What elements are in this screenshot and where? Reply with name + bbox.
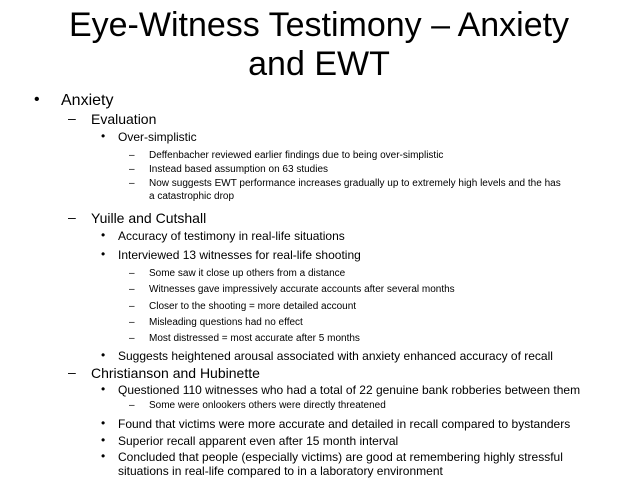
eval-point-3-continued: a catastrophic drop: [149, 191, 235, 202]
subheading-evaluation: Evaluation: [91, 111, 157, 127]
yuille-subpoint-3: Closer to the shooting = more detailed account: [149, 301, 357, 312]
bullet-dot-icon: •: [101, 433, 106, 447]
bullet-dash-icon: –: [68, 110, 76, 126]
bullet-dot-icon: •: [101, 228, 106, 242]
slide-title-line-2: and EWT: [248, 45, 390, 83]
bullet-dot-icon: •: [101, 449, 106, 463]
yuille-subpoint-4: Misleading questions had no effect: [149, 317, 303, 328]
bullet-dot-icon: •: [101, 247, 106, 261]
bullet-dash-icon: –: [129, 268, 135, 279]
christianson-subpoint: Some were onlookers others were directly threatened: [149, 400, 386, 411]
christianson-point-3: Concluded that people (especially victims) are good at remembering highly stressful: [118, 450, 563, 464]
eval-point-2: Instead based assumption on 63 studies: [149, 164, 329, 175]
bullet-dash-icon: –: [129, 400, 135, 411]
christianson-point-2: Superior recall apparent even after 15 month interval: [118, 434, 399, 448]
point-over-simplistic: Over-simplistic: [118, 130, 197, 144]
bullet-dash-icon: –: [129, 150, 135, 161]
heading-anxiety: Anxiety: [61, 92, 114, 109]
yuille-conclusion: Suggests heightened arousal associated with anxiety enhanced accuracy of recall: [118, 349, 553, 363]
bullet-dot-icon: •: [34, 91, 40, 108]
subheading-christianson-hubinette: Christianson and Hubinette: [91, 365, 260, 381]
bullet-dash-icon: –: [68, 209, 76, 225]
christianson-question: Questioned 110 witnesses who had a total of 22 genuine bank robberies between them: [118, 383, 581, 397]
bullet-dash-icon: –: [68, 364, 76, 380]
subheading-yuille-cutshall: Yuille and Cutshall: [91, 210, 207, 226]
yuille-subpoint-1: Some saw it close up others from a distance: [149, 268, 346, 279]
yuille-subpoint-5: Most distressed = most accurate after 5 months: [149, 333, 360, 344]
bullet-dash-icon: –: [129, 284, 135, 295]
bullet-dash-icon: –: [129, 333, 135, 344]
yuille-point-1: Accuracy of testimony in real-life situations: [118, 229, 345, 243]
christianson-point-3-continued: situations in real-life compared to in a laboratory environment: [118, 464, 443, 478]
eval-point-1: Deffenbacher reviewed earlier findings due to being over-simplistic: [149, 150, 444, 161]
bullet-dash-icon: –: [129, 164, 135, 175]
bullet-dot-icon: •: [101, 129, 106, 143]
bullet-dash-icon: –: [129, 317, 135, 328]
eval-point-3: Now suggests EWT performance increases gradually up to extremely high levels and the has: [149, 178, 561, 189]
bullet-dot-icon: •: [101, 348, 106, 362]
bullet-dot-icon: •: [101, 382, 106, 396]
slide-title: [0, 6, 638, 84]
bullet-dot-icon: •: [101, 416, 106, 430]
bullet-dash-icon: –: [129, 178, 135, 189]
yuille-point-2: Interviewed 13 witnesses for real-life shooting: [118, 248, 361, 262]
christianson-point-1: Found that victims were more accurate and detailed in recall compared to bystanders: [118, 417, 571, 431]
yuille-subpoint-2: Witnesses gave impressively accurate accounts after several months: [149, 284, 455, 295]
slide-title-line-1: Eye-Witness Testimony – Anxiety: [68, 6, 570, 44]
bullet-dash-icon: –: [129, 301, 135, 312]
